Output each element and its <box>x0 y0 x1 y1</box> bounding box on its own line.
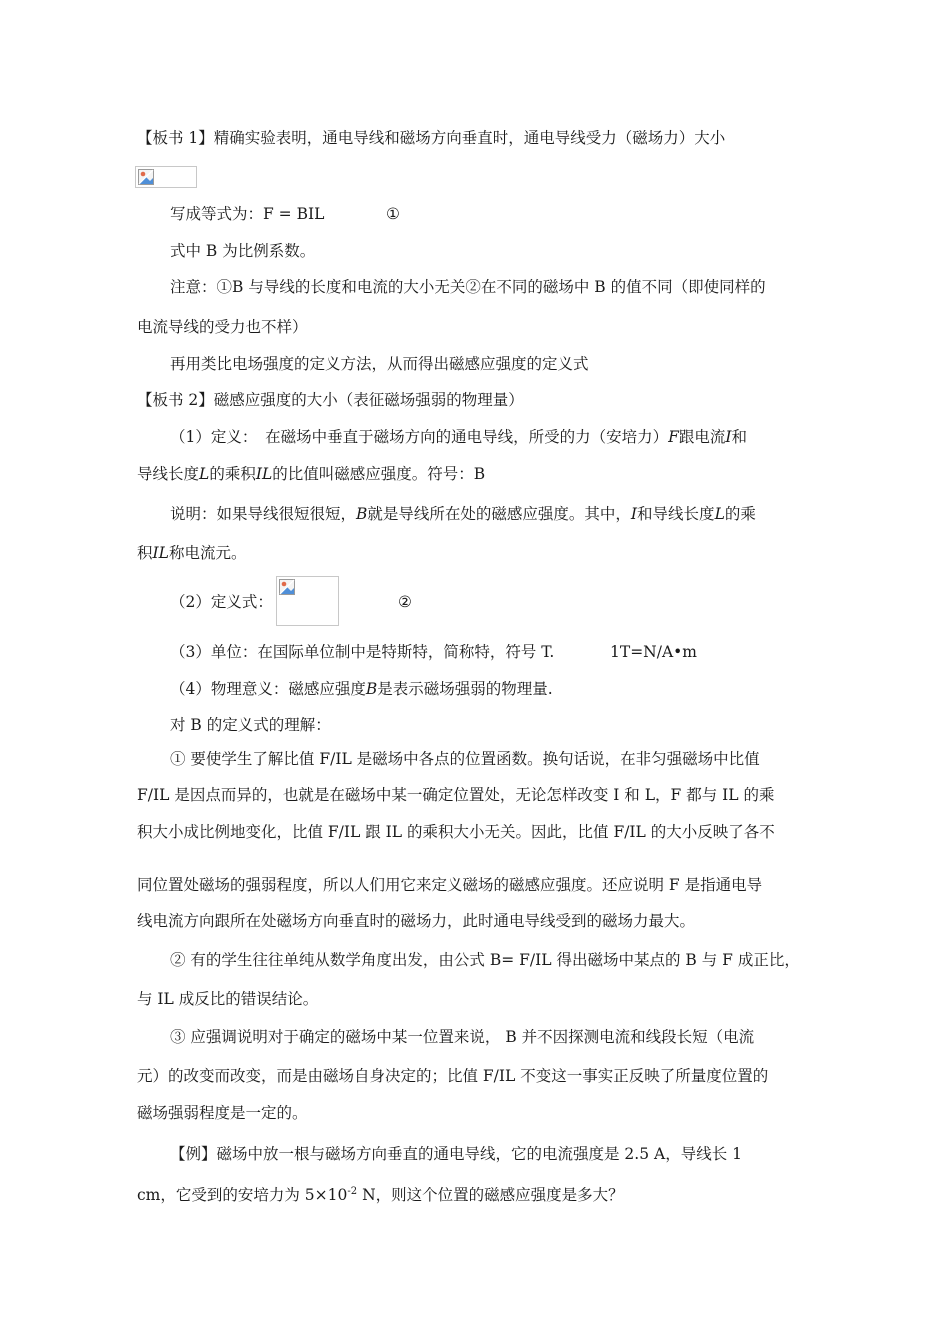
symbol-l: L <box>199 465 210 483</box>
definition-text-d: 导线长度 <box>137 465 200 483</box>
physical-meaning-line <box>170 678 950 700</box>
understanding-2-line-1: ② 有的学生往往单纯从数学角度出发，由公式 B= F/IL 得出磁场中某点的 B 与 F 成正比， <box>170 951 800 969</box>
symbol-l: L <box>714 505 725 523</box>
explanation-text-f: 称电流元。 <box>168 544 247 562</box>
example-line-1: 【例】磁场中放一根与磁场方向垂直的通电导线，它的电流强度是 2.5 A，导线长 1 <box>170 1145 742 1163</box>
explanation-line-1 <box>170 503 950 525</box>
definition-text-c: 和 <box>731 428 748 446</box>
understanding-3-line-3: 磁场强弱程度是一定的。 <box>137 1104 308 1122</box>
attention-line-2: 电流导线的受力也不样） <box>137 318 308 336</box>
board-note-2: 【板书 2】磁感应强度的大小（表征磁场强弱的物理量） <box>137 391 524 409</box>
equation-line <box>170 203 950 225</box>
definition-text-e: 的乘积 <box>209 465 256 483</box>
broken-image-icon <box>138 169 154 185</box>
definition-text-f: 的比值叫磁感应强度。符号：B <box>272 465 486 483</box>
explanation-text-a: 说明：如果导线很短很短， <box>170 505 357 523</box>
unit-formula: 1T=N/A•m <box>610 643 698 661</box>
explanation-text-d: 的乘 <box>724 505 756 523</box>
explanation-line-2 <box>137 542 950 564</box>
example-line-2 <box>137 1184 950 1206</box>
definition-text-a: （1）定义： 在磁场中垂直于磁场方向的通电导线，所受的力（安培力） <box>170 428 669 446</box>
understanding-1-line-1: ① 要使学生了解比值 F/IL 是磁场中各点的位置函数。换句话说，在非匀强磁场中比值 <box>170 750 760 768</box>
broken-image-icon <box>279 579 295 595</box>
explanation-text-e: 积 <box>137 544 153 562</box>
equation-mark-2: ② <box>398 593 412 611</box>
understanding-1-line-2: F/IL 是因点而异的，也就是在磁场中某一确定位置处，无论怎样改变 I 和 L，F 都与 IL 的乘 <box>137 786 775 804</box>
understanding-1-line-5: 线电流方向跟所在处磁场方向垂直时的磁场力，此时通电导线受到的磁场力最大。 <box>137 912 696 930</box>
symbol-il: IL <box>255 465 273 483</box>
coefficient-note: 式中 B 为比例系数。 <box>170 242 316 260</box>
attention-line-1: 注意：①B 与导线的长度和电流的大小无关②在不同的磁场中 B 的值不同（即使同样的 <box>170 278 766 296</box>
formula-image-2 <box>276 576 339 626</box>
equation-mark-1: ① <box>386 205 400 223</box>
equation-text: 写成等式为：F = BIL <box>170 205 325 223</box>
analogy-line: 再用类比电场强度的定义方法，从而得出磁感应强度的定义式 <box>170 355 589 373</box>
understanding-1-line-3: 积大小成比例地变化，比值 F/IL 跟 IL 的乘积大小无关。因此，比值 F/IL 的大小反映了各不 <box>137 823 775 841</box>
definition-line-2 <box>137 463 950 485</box>
understanding-1-line-4: 同位置处磁场的强弱程度，所以人们用它来定义磁场的磁感应强度。还应说明 F 是指通电导 <box>137 876 763 894</box>
symbol-f: F <box>668 428 679 446</box>
definition-text-b: 跟电流 <box>678 428 726 446</box>
symbol-i: I <box>725 428 732 446</box>
definition-line-1 <box>170 426 950 448</box>
understanding-2-line-2: 与 IL 成反比的错误结论。 <box>137 990 319 1008</box>
definition-formula-label: （2）定义式： <box>170 593 273 611</box>
understanding-3-line-2: 元）的改变而改变，而是由磁场自身决定的；比值 F/IL 不变这一事实正反映了所量度位置的 <box>137 1067 769 1085</box>
explanation-text-b: 就是导线所在处的磁感应强度。其中， <box>367 505 631 523</box>
meaning-text-a: （4）物理意义：磁感应强度 <box>170 680 366 698</box>
symbol-il: IL <box>152 544 169 562</box>
exponent: -2 <box>347 1185 358 1197</box>
example-text-b: N，则这个位置的磁感应强度是多大？ <box>357 1186 624 1204</box>
example-text-a: cm，它受到的安培力为 5×10 <box>137 1186 348 1204</box>
board-note-1: 【板书 1】精确实验表明，通电导线和磁场方向垂直时，通电导线受力（磁场力）大小 <box>137 129 726 147</box>
formula-image-1 <box>135 166 197 188</box>
explanation-text-c: 和导线长度 <box>637 505 715 523</box>
understanding-heading: 对 B 的定义式的理解： <box>170 716 331 734</box>
symbol-b: B <box>365 680 378 698</box>
meaning-text-b: 是表示磁场强弱的物理量. <box>377 680 553 698</box>
understanding-3-line-1: ③ 应强调说明对于确定的磁场中某一位置来说， B 并不因探测电流和线段长短（电流 <box>170 1028 755 1046</box>
unit-line <box>170 641 950 663</box>
unit-text: （3）单位：在国际单位制中是特斯特，简称特，符号 T. <box>170 643 555 661</box>
symbol-b: B <box>356 505 368 523</box>
symbol-i: I <box>630 505 638 523</box>
